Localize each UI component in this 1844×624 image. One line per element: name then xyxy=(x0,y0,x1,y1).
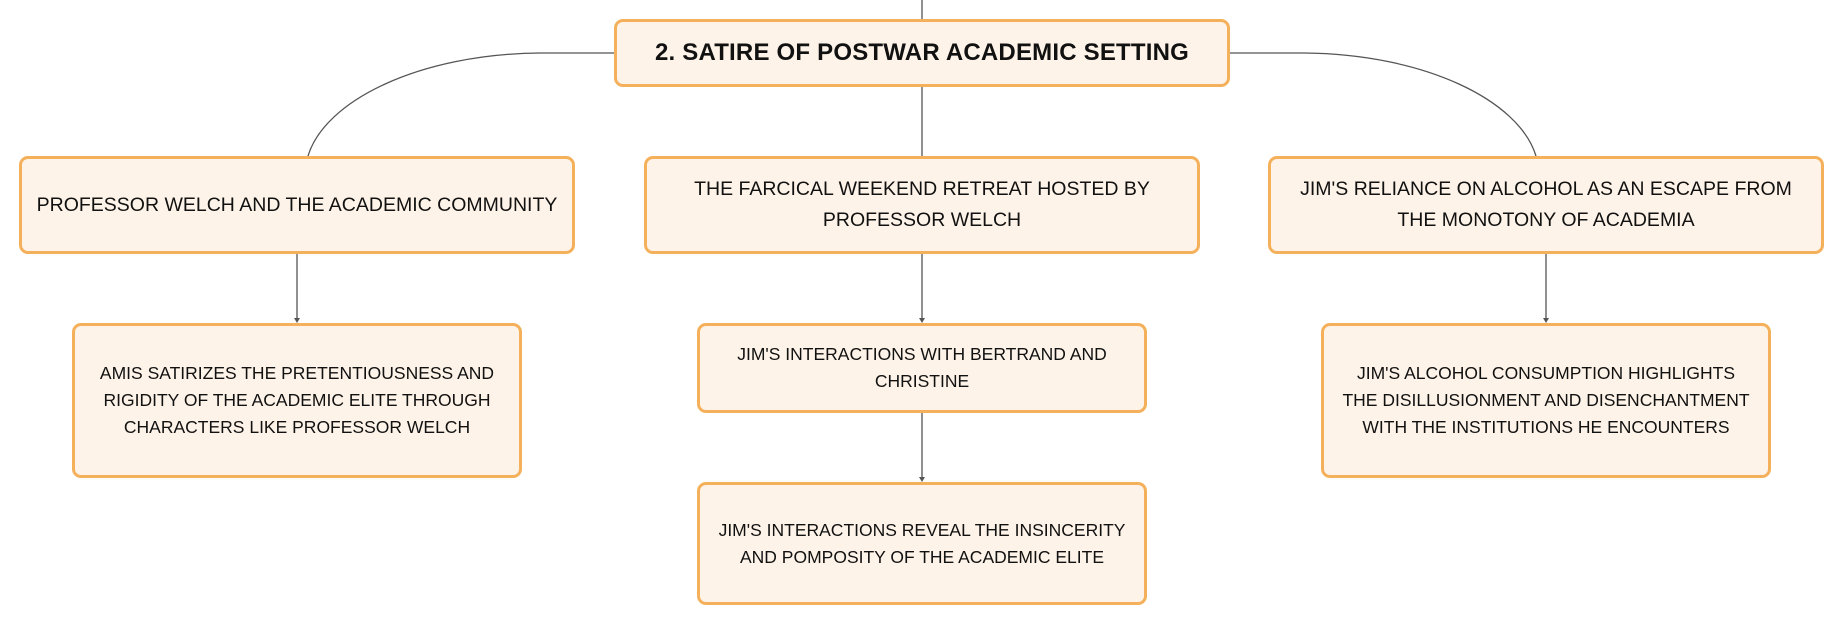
branch-node-label: THE FARCICAL WEEKEND RETREAT HOSTED BY PROFESSOR WELCH xyxy=(694,178,1150,231)
branch-node-label: JIM'S RELIANCE ON ALCOHOL AS AN ESCAPE FROM THE MONOTONY OF ACADEMIA xyxy=(1300,178,1792,231)
root-node[interactable] xyxy=(614,19,1230,87)
child-node-alcohol-disillusionment[interactable] xyxy=(1321,323,1771,478)
branch-node-welch-community[interactable] xyxy=(19,156,575,254)
connector-root-to-branch-1 xyxy=(308,53,614,156)
child-node-bertrand-christine[interactable] xyxy=(697,323,1147,413)
child-node-label: AMIS SATIRIZES THE PRETENTIOUSNESS AND RIGIDITY OF THE ACADEMIC ELITE THROUGH CHARACTERS LIKE PROFESSOR WELCH xyxy=(99,363,495,437)
branch-node-alcohol-escape[interactable] xyxy=(1268,156,1824,254)
branch-node-weekend-retreat[interactable] xyxy=(644,156,1200,254)
child-node-label: JIM'S INTERACTIONS WITH BERTRAND AND CHRISTINE xyxy=(737,344,1107,391)
root-node-label: 2. SATIRE OF POSTWAR ACADEMIC SETTING xyxy=(654,39,1190,66)
connector-root-to-branch-3 xyxy=(1230,53,1536,156)
child-node-amis-satire[interactable] xyxy=(72,323,522,478)
branch-node-label: PROFESSOR WELCH AND THE ACADEMIC COMMUNITY xyxy=(36,193,558,216)
child-node-label: JIM'S INTERACTIONS REVEAL THE INSINCERITY AND POMPOSITY OF THE ACADEMIC ELITE xyxy=(718,519,1126,567)
child-node-insincerity-pomposity[interactable] xyxy=(697,482,1147,605)
child-node-label: JIM'S ALCOHOL CONSUMPTION HIGHLIGHTS THE DISILLUSIONMENT AND DISENCHANTMENT WITH THE INSTITUTIONS HE ENCOUNTERS xyxy=(1342,363,1750,437)
